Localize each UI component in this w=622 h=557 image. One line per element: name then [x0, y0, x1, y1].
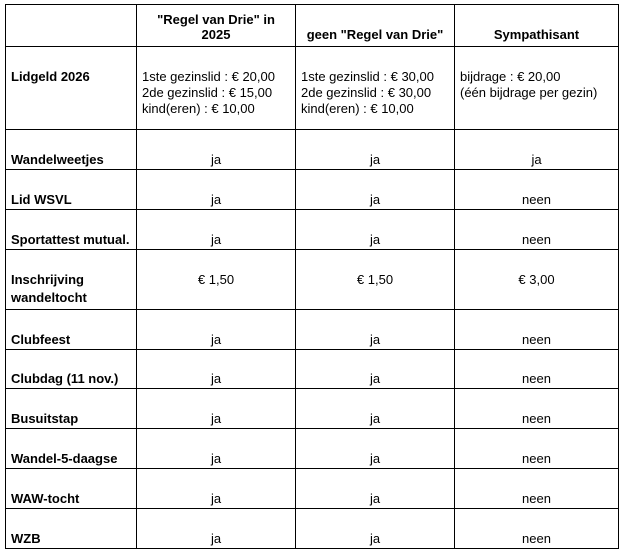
row-label: Busuitstap — [6, 389, 137, 429]
row-value: neen — [455, 350, 619, 389]
fee-line: kind(eren) : € 10,00 — [142, 101, 255, 116]
row-label: WAW-tocht — [6, 469, 137, 509]
fee-line: (één bijdrage per gezin) — [460, 85, 598, 100]
row-value: € 1,50 — [296, 250, 455, 310]
row-value: ja — [296, 170, 455, 210]
row-value: ja — [296, 389, 455, 429]
row-value: ja — [137, 389, 296, 429]
table-row — [6, 389, 619, 429]
table-row — [6, 509, 619, 549]
header-sympathisant: Sympathisant — [455, 5, 619, 47]
row-value: neen — [455, 170, 619, 210]
row-value: ja — [296, 469, 455, 509]
row-value: ja — [137, 469, 296, 509]
fee-line: bijdrage : € 20,00 — [460, 69, 561, 84]
row-label: Sportattest mutual. — [6, 210, 137, 250]
row-label: Clubdag (11 nov.) — [6, 350, 137, 389]
table-row — [6, 310, 619, 350]
row-value: neen — [455, 429, 619, 469]
row-label: WZB — [6, 509, 137, 549]
row-value: neen — [455, 389, 619, 429]
table-row — [6, 469, 619, 509]
table-row — [6, 350, 619, 389]
table-row — [6, 130, 619, 170]
table-row — [6, 210, 619, 250]
fee-line: 2de gezinslid : € 30,00 — [301, 85, 432, 100]
header-row — [6, 5, 619, 47]
header-regel-van-drie: "Regel van Drie" in 2025 — [137, 5, 296, 47]
row-value: ja — [296, 210, 455, 250]
row-label-line: wandeltocht — [11, 290, 87, 305]
row-value: ja — [296, 130, 455, 170]
row-value: ja — [137, 429, 296, 469]
table-row — [6, 429, 619, 469]
row-value: ja — [296, 350, 455, 389]
row-value: ja — [137, 210, 296, 250]
fee-geen-regel-van-drie — [296, 47, 455, 130]
row-value: € 1,50 — [137, 250, 296, 310]
row-value: ja — [137, 310, 296, 350]
row-value: ja — [296, 429, 455, 469]
row-value: neen — [455, 509, 619, 549]
row-value: ja — [455, 130, 619, 170]
row-value: ja — [137, 509, 296, 549]
table-row — [6, 170, 619, 210]
row-label-line: Inschrijving — [11, 272, 84, 287]
row-value: ja — [137, 350, 296, 389]
row-value: € 3,00 — [455, 250, 619, 310]
row-value: ja — [137, 170, 296, 210]
row-label — [6, 250, 137, 310]
fee-line: 1ste gezinslid : € 30,00 — [301, 69, 434, 84]
header-empty — [6, 5, 137, 47]
row-value: neen — [455, 469, 619, 509]
row-value: neen — [455, 210, 619, 250]
row-value: neen — [455, 310, 619, 350]
row-label: Lidgeld 2026 — [6, 47, 137, 130]
fee-sympathisant — [455, 47, 619, 130]
row-label: Clubfeest — [6, 310, 137, 350]
row-label: Lid WSVL — [6, 170, 137, 210]
header-geen-regel-van-drie: geen "Regel van Drie" — [296, 5, 455, 47]
fee-regel-van-drie — [137, 47, 296, 130]
row-label: Wandel-5-daagse — [6, 429, 137, 469]
fee-line: kind(eren) : € 10,00 — [301, 101, 414, 116]
fee-row — [6, 47, 619, 130]
fee-line: 2de gezinslid : € 15,00 — [142, 85, 273, 100]
row-value: ja — [296, 310, 455, 350]
fee-line: 1ste gezinslid : € 20,00 — [142, 69, 275, 84]
membership-table — [5, 4, 619, 549]
row-value: ja — [137, 130, 296, 170]
table-row — [6, 250, 619, 310]
row-value: ja — [296, 509, 455, 549]
row-label: Wandelweetjes — [6, 130, 137, 170]
